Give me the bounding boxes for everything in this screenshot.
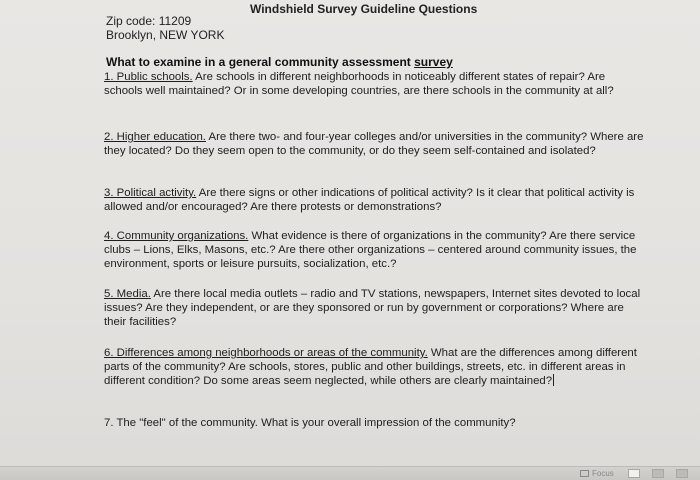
read-mode-icon[interactable]: [676, 469, 688, 478]
item-label: 5. Media.: [104, 288, 151, 300]
focus-icon: [580, 470, 589, 477]
web-layout-icon[interactable]: [652, 469, 664, 478]
heading-survey-word: survey: [414, 55, 453, 69]
item-text: What evidence is there of organizations in the community? Are there service clubs – Lions, Elks, Masons, etc.? Are there other organizations – centered around community issues, the environment, sports or leisure pursuits, socialization, etc.?: [104, 230, 637, 270]
item-text: Are there signs or other indications of political activity? Is it clear that political activity is allowed and/or encouraged? Are there protests or demonstrations?: [104, 187, 635, 213]
heading-prefix: What to examine in a general community assessment: [106, 55, 415, 69]
question-item-neighborhood-differences: [104, 346, 644, 388]
item-label: 6. Differences among neighborhoods or areas of the community.: [104, 347, 428, 359]
item-text: What are the differences among different parts of the community? Are schools, stores, public and other buildings, streets, etc. in different areas in different condition? Do some areas seem neglected, while others are clearly maintained?: [104, 347, 637, 387]
item-text: Are there two- and four-year colleges and/or universities in the community? Where are they located? Do they seem open to the community, or do they seem self-contained and isolated?: [104, 131, 644, 157]
city-line: Brooklyn, NEW YORK: [106, 28, 225, 42]
section-heading: [106, 55, 453, 69]
item-text: Are schools in different neighborhoods in noticeably different states of repair? Are schools well maintained? Or in some developing countries, are there schools in the community at all?: [104, 71, 614, 97]
question-item-community-organizations: [104, 229, 644, 271]
focus-label: Focus: [592, 469, 614, 478]
item-text: Are there local media outlets – radio and TV stations, newspapers, Internet sites devoted to local issues? Are they independent, or are they sponsored or run by government or corporations? Where are their facilities?: [104, 288, 641, 328]
question-item-political-activity: [104, 186, 644, 214]
item-label: 3. Political activity.: [104, 187, 197, 199]
zip-code-line: Zip code: 11209: [106, 14, 192, 28]
focus-mode-button[interactable]: [580, 468, 614, 479]
text-cursor: [553, 374, 554, 386]
item-label: 2. Higher education.: [104, 131, 206, 143]
item-label: 1. Public schools.: [104, 71, 193, 83]
item-label: 4. Community organizations.: [104, 230, 249, 242]
question-item-media: [104, 287, 644, 329]
question-item-community-feel: [104, 416, 644, 430]
print-layout-icon[interactable]: [628, 469, 640, 478]
item-text: 7. The "feel" of the community. What is your overall impression of the community?: [104, 417, 516, 429]
question-item-public-schools: [104, 70, 644, 98]
document-title: Windshield Survey Guideline Questions: [250, 2, 478, 16]
question-item-higher-education: [104, 130, 644, 158]
